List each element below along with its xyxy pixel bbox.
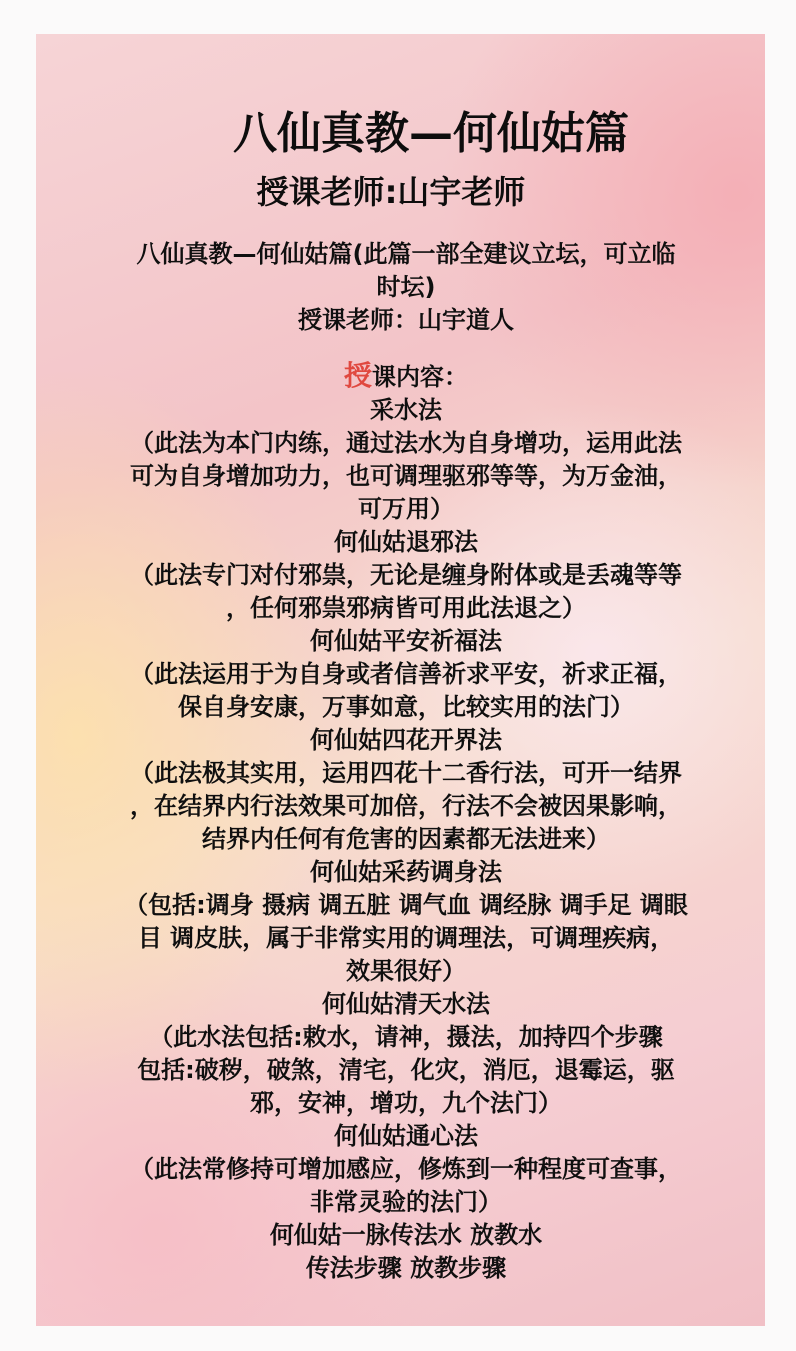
content-line: （此法运用于为自身或者信善祈求平安，祈求正福，	[130, 660, 682, 688]
content-line: 目 调皮肤，属于非常实用的调理法，可调理疾病，	[137, 924, 675, 952]
content-line: 何仙姑清天水法	[322, 990, 490, 1018]
content-line: 包括:破秽，破煞，清宅，化灾，消厄，退霉运，驱	[137, 1056, 675, 1084]
content-line: 效果很好）	[346, 957, 466, 985]
content-line: ，在结界内行法效果可加倍，行法不会被因果影响，	[130, 792, 682, 820]
content-line: （包括:调身 摄病 调五脏 调气血 调经脉 调手足 调眼	[124, 891, 688, 919]
content-line: 保自身安康，万事如意，比较实用的法门）	[178, 693, 634, 721]
poster	[36, 34, 765, 1326]
content-line: 可万用）	[358, 495, 454, 523]
content-line: 非常灵验的法门）	[310, 1188, 502, 1216]
content-line: （此法常修持可增加感应，修炼到一种程度可查事，	[130, 1155, 682, 1183]
content-line: ，任何邪祟邪病皆可用此法退之）	[226, 594, 586, 622]
content-line: （此法极其实用，运用四花十二香行法，可开一结界	[130, 759, 682, 787]
content-line: 何仙姑采药调身法	[310, 858, 502, 886]
content-line: （此法专门对付邪祟，无论是缠身附体或是丢魂等等	[130, 561, 682, 589]
intro-line: 时坛)	[376, 273, 436, 301]
page-subtitle: 授课老师:山宇老师	[256, 173, 526, 211]
content-line: 何仙姑一脉传法水 放教水	[269, 1221, 543, 1249]
content-line: 结界内任何有危害的因素都无法进来）	[202, 825, 610, 853]
content-line: 何仙姑退邪法	[334, 528, 478, 556]
content-line: 邪，安神，增功，九个法门）	[250, 1089, 562, 1117]
content-line: 何仙姑通心法	[334, 1122, 478, 1150]
course-description	[66, 238, 746, 1285]
content-label-rest: 课内容：	[372, 363, 468, 391]
content-line: 采水法	[370, 396, 442, 424]
content-label-first-char: 授	[343, 359, 372, 392]
content-line: 何仙姑平安祈福法	[310, 627, 502, 655]
intro-line: 八仙真教—何仙姑篇(此篇一部全建议立坛，可立临	[136, 240, 676, 268]
content-line: （此水法包括:敕水，请神，摄法，加持四个步骤	[149, 1023, 663, 1051]
intro-line: 授课老师：山宇道人	[298, 306, 514, 334]
content-label	[66, 359, 746, 394]
content-line: 可为自身增加功力，也可调理驱邪等等，为万金油，	[130, 462, 682, 490]
content-line: 何仙姑四花开界法	[310, 726, 502, 754]
content-line: 传法步骤 放教步骤	[305, 1254, 507, 1282]
content-line: （此法为本门内练，通过法水为自身增功，运用此法	[130, 429, 682, 457]
page-title: 八仙真教—何仙姑篇	[233, 108, 629, 159]
